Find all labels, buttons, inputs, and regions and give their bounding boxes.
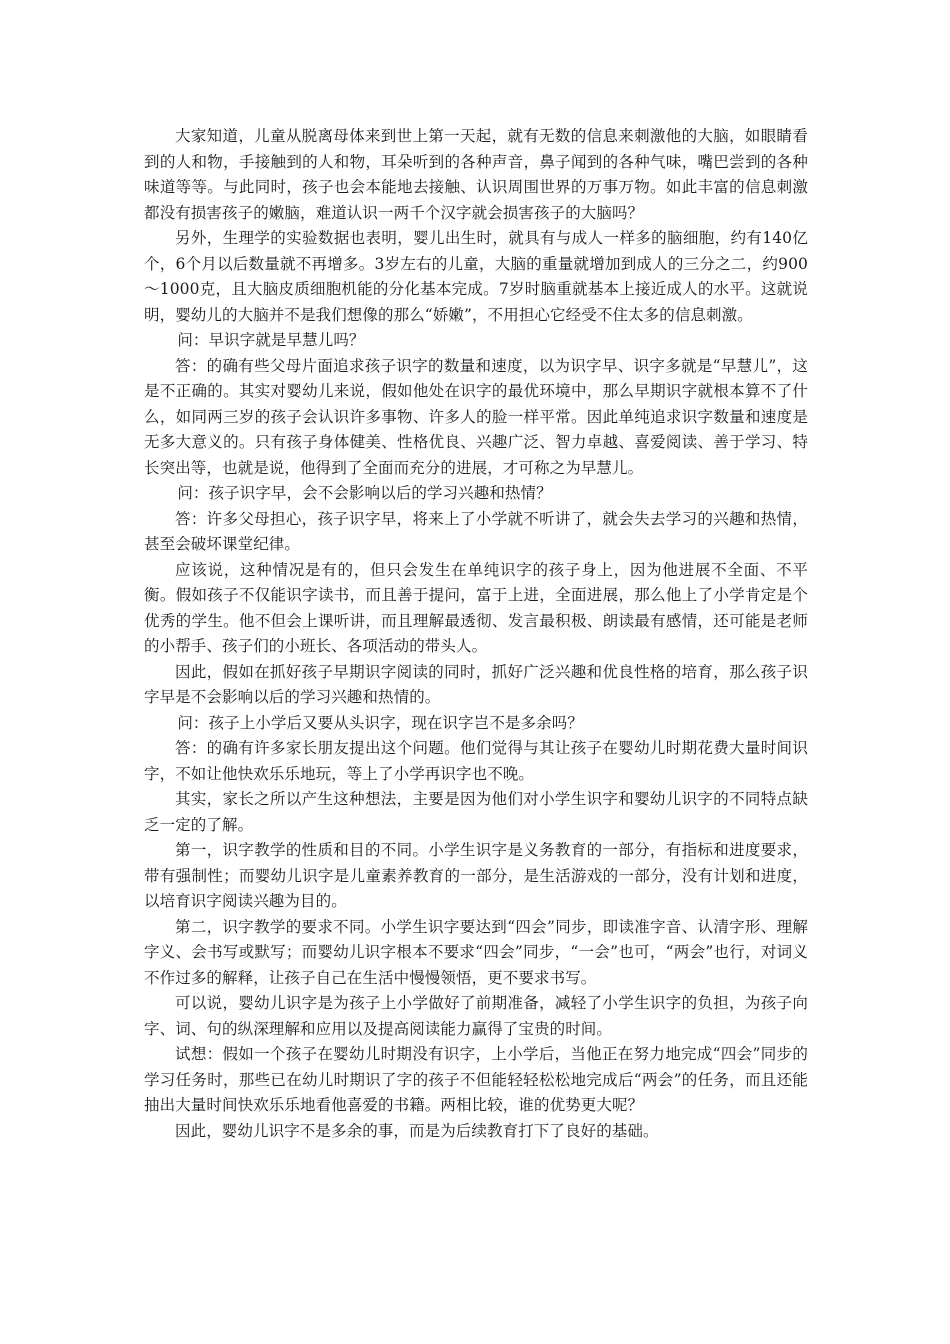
paragraph: 因此，婴幼儿识字不是多余的事，而是为后续教育打下了良好的基础。 — [175, 1121, 659, 1140]
paragraph: 第一，识字教学的性质和目的不同。小学生识字是义务教育的一部分，有指标和进度要求，带有强制性；而婴幼儿识字是儿童素养教育的一部分，是生活游戏的一部分，没有计划和进度，以培育识字阅读兴趣为目的。 — [144, 841, 808, 910]
question-paragraph: 问：早识字就是早慧儿吗？ — [177, 331, 365, 349]
paragraph: 另外，生理学的实验数据也表明，婴儿出生时，就具有与成人一样多的脑细胞，约有140亿个，6个月以后数量就不再增多。3岁左右的儿童，大脑的重量就增加到成人的三分之二，约900～1000克，且大脑皮质细胞机能的分化基本完成。7岁时脑重就基本上接近成人的水平。这就说明，婴幼儿的大脑并不是我们想像的那么“娇嫩”，不用担心它经受不住太多的信息刺激。 — [144, 229, 808, 324]
document-body — [144, 124, 808, 1144]
paragraph: 答：的确有些父母片面追求孩子识字的数量和速度，以为识字早、识字多就是“早慧儿”，这是不正确的。其实对婴幼儿来说，假如他处在识字的最优环境中，那么早期识字就根本算不了什么，如同两三岁的孩子会认识许多事物、许多人的脸一样平常。因此单纯追求识字数量和速度是无多大意义的。只有孩子身体健美、性格优良、兴趣广泛、智力卓越、喜爱阅读、善于学习、特长突出等，也就是说，他得到了全面而充分的进展，才可称之为早慧儿。 — [144, 356, 808, 477]
question-paragraph: 问：孩子识字早，会不会影响以后的学习兴趣和热情？ — [177, 484, 552, 502]
paragraph: 第二，识字教学的要求不同。小学生识字要达到“四会”同步，即读准字音、认清字形、理解字义、会书写或默写；而婴幼儿识字根本不要求“四会”同步，“一会”也可，“两会”也行，对词义不作过多的解释，让孩子自己在生活中慢慢领悟，更不要求书写。 — [144, 917, 808, 987]
question-paragraph: 问：孩子上小学后又要从头识字，现在识字岂不是多余吗？ — [177, 713, 583, 732]
paragraph: 大家知道，儿童从脱离母体来到世上第一天起，就有无数的信息来刺激他的大脑，如眼睛看到的人和物，手接触到的人和物，耳朵听到的各种声音，鼻子闻到的各种气味，嘴巴尝到的各种味道等等。与此同时，孩子也会本能地去接触、认识周围世界的万事万物。如此丰富的信息刺激都没有损害孩子的嫩脑，难道认识一两千个汉字就会损害孩子的大脑吗？ — [144, 127, 808, 222]
paragraph: 可以说，婴幼儿识字是为孩子上小学做好了前期准备，减轻了小学生识字的负担，为孩子向字、词、句的纵深理解和应用以及提高阅读能力赢得了宝贵的时间。 — [144, 994, 808, 1038]
paragraph: 因此，假如在抓好孩子早期识字阅读的同时，抓好广泛兴趣和优良性格的培育，那么孩子识字早是不会影响以后的学习兴趣和热情的。 — [144, 662, 808, 706]
paragraph: 应该说，这种情况是有的，但只会发生在单纯识字的孩子身上，因为他进展不全面、不平衡。假如孩子不仅能识字读书，而且善于提问，富于上进，全面进展，那么他上了小学肯定是个优秀的学生。他不但会上课听讲，而且理解最透彻、发言最积极、朗读最有感情，还可能是老师的小帮手、孩子们的小班长、各项活动的带头人。 — [144, 560, 808, 655]
paragraph: 试想：假如一个孩子在婴幼儿时期没有识字，上小学后，当他正在努力地完成“四会”同步的学习任务时，那些已在幼儿时期识了字的孩子不但能轻轻松松地完成后“两会”的任务，而且还能抽出大量时间快欢乐乐地看他喜爱的书籍。两相比较，谁的优势更大呢？ — [144, 1045, 808, 1114]
paragraph: 答：许多父母担心，孩子识字早，将来上了小学就不听讲了，就会失去学习的兴趣和热情，甚至会破坏课堂纪律。 — [144, 509, 808, 553]
paragraph: 其实，家长之所以产生这种想法，主要是因为他们对小学生识字和婴幼儿识字的不同特点缺乏一定的了解。 — [144, 790, 808, 834]
paragraph: 答：的确有许多家长朋友提出这个问题。他们觉得与其让孩子在婴幼儿时期花费大量时间识字，不如让他快欢乐乐地玩，等上了小学再识字也不晚。 — [144, 739, 808, 783]
